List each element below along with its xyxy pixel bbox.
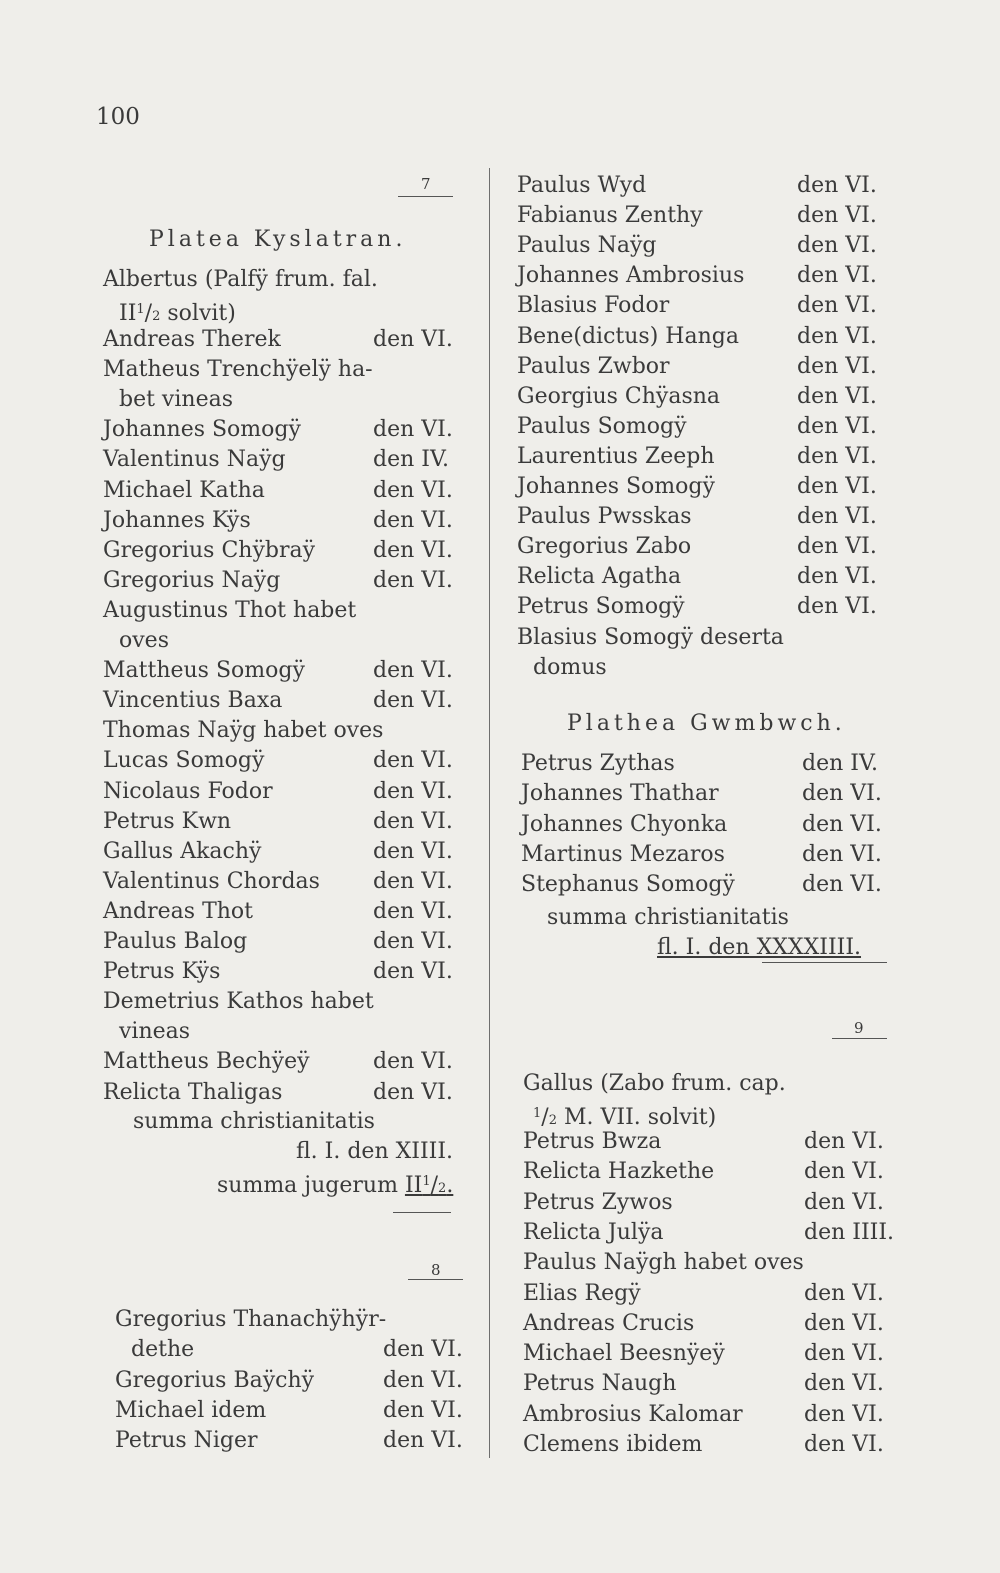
section-rule-9 <box>832 1038 887 1039</box>
summa-fl-7: fl. I. den XIIII. <box>296 1139 454 1164</box>
entry-name: Relicta Agatha <box>517 564 682 590</box>
entry-name: Johannes Ambrosius <box>517 263 745 289</box>
entry-value: den VI. <box>373 688 453 714</box>
entry-name: Andreas Therek <box>103 327 281 352</box>
entry-name: Paulus Zwbor <box>517 353 670 379</box>
summa-christianitatis-8: summa christianitatis <box>547 905 789 930</box>
albertus-line-2: $II^1/2$ solvit) <box>119 301 236 326</box>
entry-value: den VI. <box>802 781 882 807</box>
entry-name: Michael idem <box>115 1397 267 1423</box>
section-number-9: 9 <box>854 1019 864 1037</box>
entry-name: Nicolaus Fodor <box>103 778 273 804</box>
entry-value: den IV. <box>373 447 449 473</box>
entry-name: Andreas Thot <box>103 898 254 924</box>
entry-name: Paulus Naÿg <box>517 233 657 259</box>
entry-name: Gregorius Chÿbraÿ <box>103 537 316 563</box>
entry-name: Thomas Naÿg habet oves <box>103 718 384 744</box>
entry-value: den VI. <box>383 1428 463 1454</box>
entry-value: den VI. <box>797 293 877 319</box>
entry-name: Paulus Pwsskas <box>517 504 692 530</box>
entry-value: den VI. <box>797 233 877 259</box>
entry-value: den VI. <box>804 1189 884 1215</box>
entry-value: den VI. <box>797 443 877 469</box>
entry-value: den VI. <box>383 1367 463 1393</box>
entry-name: Petrus Zywos <box>523 1189 673 1215</box>
entry-name: Relicta Hazkethe <box>523 1159 715 1185</box>
entry-name: vineas <box>119 1019 191 1045</box>
entry-name: Petrus Bwza <box>523 1129 662 1154</box>
entry-name: Stephanus Somogÿ <box>521 872 735 898</box>
entry-name: Gallus Akachÿ <box>103 838 262 864</box>
entry-name: dethe <box>131 1337 195 1363</box>
entry-value: den VI. <box>373 1049 453 1075</box>
entry-value: den IIII. <box>804 1219 895 1245</box>
entry-value: den VI. <box>373 898 453 924</box>
heading-platea-kyslatran: Platea Kyslatran. <box>149 227 407 252</box>
entry-value: den VI. <box>804 1159 884 1185</box>
entry-value: den VI. <box>373 748 453 774</box>
entry-value: den VI. <box>802 841 882 867</box>
summa-fl-8: fl. I. den XXXXIIII. <box>657 935 862 960</box>
entry-name: oves <box>119 628 169 653</box>
entry-value: den VI. <box>373 778 453 804</box>
summa-christianitatis-7: summa christianitatis <box>133 1109 375 1134</box>
entry-value: den VI. <box>373 808 453 834</box>
entry-name: Lucas Somogÿ <box>103 748 265 774</box>
entry-name: Matheus Trenchÿelÿ ha- <box>103 357 373 383</box>
entry-value: den VI. <box>373 1079 453 1105</box>
entry-name: Johannes Somogÿ <box>103 417 301 443</box>
entry-name: Paulus Somogÿ <box>517 413 687 439</box>
entry-value: den VI. <box>797 323 877 349</box>
entry-name: Mattheus Bechÿeÿ <box>103 1049 310 1075</box>
entry-value: den VI. <box>804 1341 884 1367</box>
entry-name: Michael Beesnÿeÿ <box>523 1341 725 1367</box>
entry-name: Gregorius Thanachÿhÿr- <box>115 1307 387 1332</box>
entry-name: Michael Katha <box>103 477 265 503</box>
entry-value: den VI. <box>373 959 453 985</box>
entry-name: Petrus Somogÿ <box>517 594 685 620</box>
section-number-8: 8 <box>431 1261 441 1279</box>
entry-name: Laurentius Zeeph <box>517 443 715 469</box>
entry-name: Andreas Crucis <box>523 1310 695 1336</box>
entry-value: den VI. <box>797 594 877 620</box>
entry-value: den VI. <box>373 658 453 684</box>
entry-value: den VI. <box>797 534 877 560</box>
entry-name: Petrus Kwn <box>103 808 232 834</box>
entry-value: den VI. <box>373 537 453 563</box>
entry-value: den VI. <box>804 1401 884 1427</box>
entry-value: den IV. <box>802 751 878 776</box>
page-number: 100 <box>96 104 140 130</box>
entry-name: bet vineas <box>119 387 233 413</box>
section-rule-8 <box>408 1279 463 1280</box>
summa-jugerum-7: summa jugerum $II^1/2$. <box>217 1173 454 1198</box>
entry-name: Vincentius Baxa <box>103 688 283 714</box>
entry-name: Ambrosius Kalomar <box>523 1401 743 1427</box>
entry-value: den VI. <box>373 868 453 894</box>
entry-value: den VI. <box>373 417 453 443</box>
entry-value: den VI. <box>373 327 453 352</box>
entry-value: den VI. <box>373 507 453 533</box>
entry-name: Fabianus Zenthy <box>517 203 703 229</box>
entry-name: Gregorius Naÿg <box>103 567 281 593</box>
entry-name: Bene(dictus) Hanga <box>517 323 739 349</box>
heading-plathea-gwmbwch: Plathea Gwmbwch. <box>567 711 846 736</box>
entry-value: den VI. <box>802 872 882 898</box>
entry-name: domus <box>533 654 607 680</box>
entry-value: den VI. <box>797 173 877 198</box>
entry-value: den VI. <box>373 477 453 503</box>
entry-value: den VI. <box>804 1432 884 1457</box>
entry-name: Demetrius Kathos habet <box>103 989 374 1015</box>
entry-name: Valentinus Chordas <box>103 868 320 894</box>
entry-value: den VI. <box>797 504 877 530</box>
entry-name: Relicta Thaligas <box>103 1079 283 1105</box>
entry-name: Paulus Balog <box>103 929 248 954</box>
albertus-line-1: Albertus (Palfÿ frum. fal. <box>103 267 378 292</box>
entry-value: den VI. <box>804 1310 884 1336</box>
entry-name: Petrus Naugh <box>523 1371 677 1397</box>
entry-name: Mattheus Somogÿ <box>103 658 305 684</box>
gallus-line-2: $^1$/2 M. VII. solvit) <box>533 1105 717 1130</box>
entry-name: Johannes Chyonka <box>521 811 728 837</box>
entry-name: Paulus Naÿgh habet oves <box>523 1250 804 1276</box>
gallus-line-1: Gallus (Zabo frum. cap. <box>523 1071 786 1096</box>
entry-name: Elias Regÿ <box>523 1280 641 1306</box>
entry-name: Augustinus Thot habet <box>103 597 357 623</box>
entry-name: Blasius Fodor <box>517 293 670 319</box>
entry-value: den VI. <box>804 1280 884 1306</box>
entry-name: Petrus Zythas <box>521 751 675 776</box>
entry-name: Johannes Somogÿ <box>517 474 715 499</box>
entry-name: Martinus Mezaros <box>521 841 725 867</box>
column-divider <box>489 168 490 1458</box>
summa-rule-7 <box>393 1212 451 1213</box>
entry-value: den VI. <box>383 1397 463 1423</box>
entry-name: Petrus Niger <box>115 1428 258 1454</box>
entry-name: Paulus Wyd <box>517 173 647 198</box>
entry-value: den VI. <box>802 811 882 837</box>
entry-value: den VI. <box>797 413 877 439</box>
entry-value: den VI. <box>797 383 877 409</box>
entry-name: Johannes Thathar <box>521 781 719 807</box>
entry-name: Relicta Julÿa <box>523 1219 664 1245</box>
entry-name: Georgius Chÿasna <box>517 383 721 409</box>
entry-name: Petrus Kÿs <box>103 959 221 985</box>
entry-value: den VI. <box>373 838 453 864</box>
entry-name: Clemens ibidem <box>523 1432 703 1457</box>
entry-value: den VI. <box>373 929 453 954</box>
entry-name: Johannes Kÿs <box>103 507 251 533</box>
entry-name: Gregorius Baÿchÿ <box>115 1367 315 1393</box>
entry-value: den VI. <box>797 353 877 379</box>
entry-value: den VI. <box>383 1337 463 1363</box>
summa-rule-8 <box>762 962 887 963</box>
section-number-7: 7 <box>421 175 431 193</box>
entry-value: den VI. <box>797 263 877 289</box>
entry-name: Valentinus Naÿg <box>103 447 286 473</box>
entry-value: den VI. <box>797 474 877 499</box>
entry-name: Gregorius Zabo <box>517 534 692 560</box>
entry-value: den VI. <box>797 564 877 590</box>
entry-value: den VI. <box>373 567 453 593</box>
entry-value: den VI. <box>804 1371 884 1397</box>
entry-value: den VI. <box>804 1129 884 1154</box>
entry-name: Blasius Somogÿ deserta <box>517 624 784 650</box>
section-rule-7 <box>398 196 453 197</box>
entry-value: den VI. <box>797 203 877 229</box>
